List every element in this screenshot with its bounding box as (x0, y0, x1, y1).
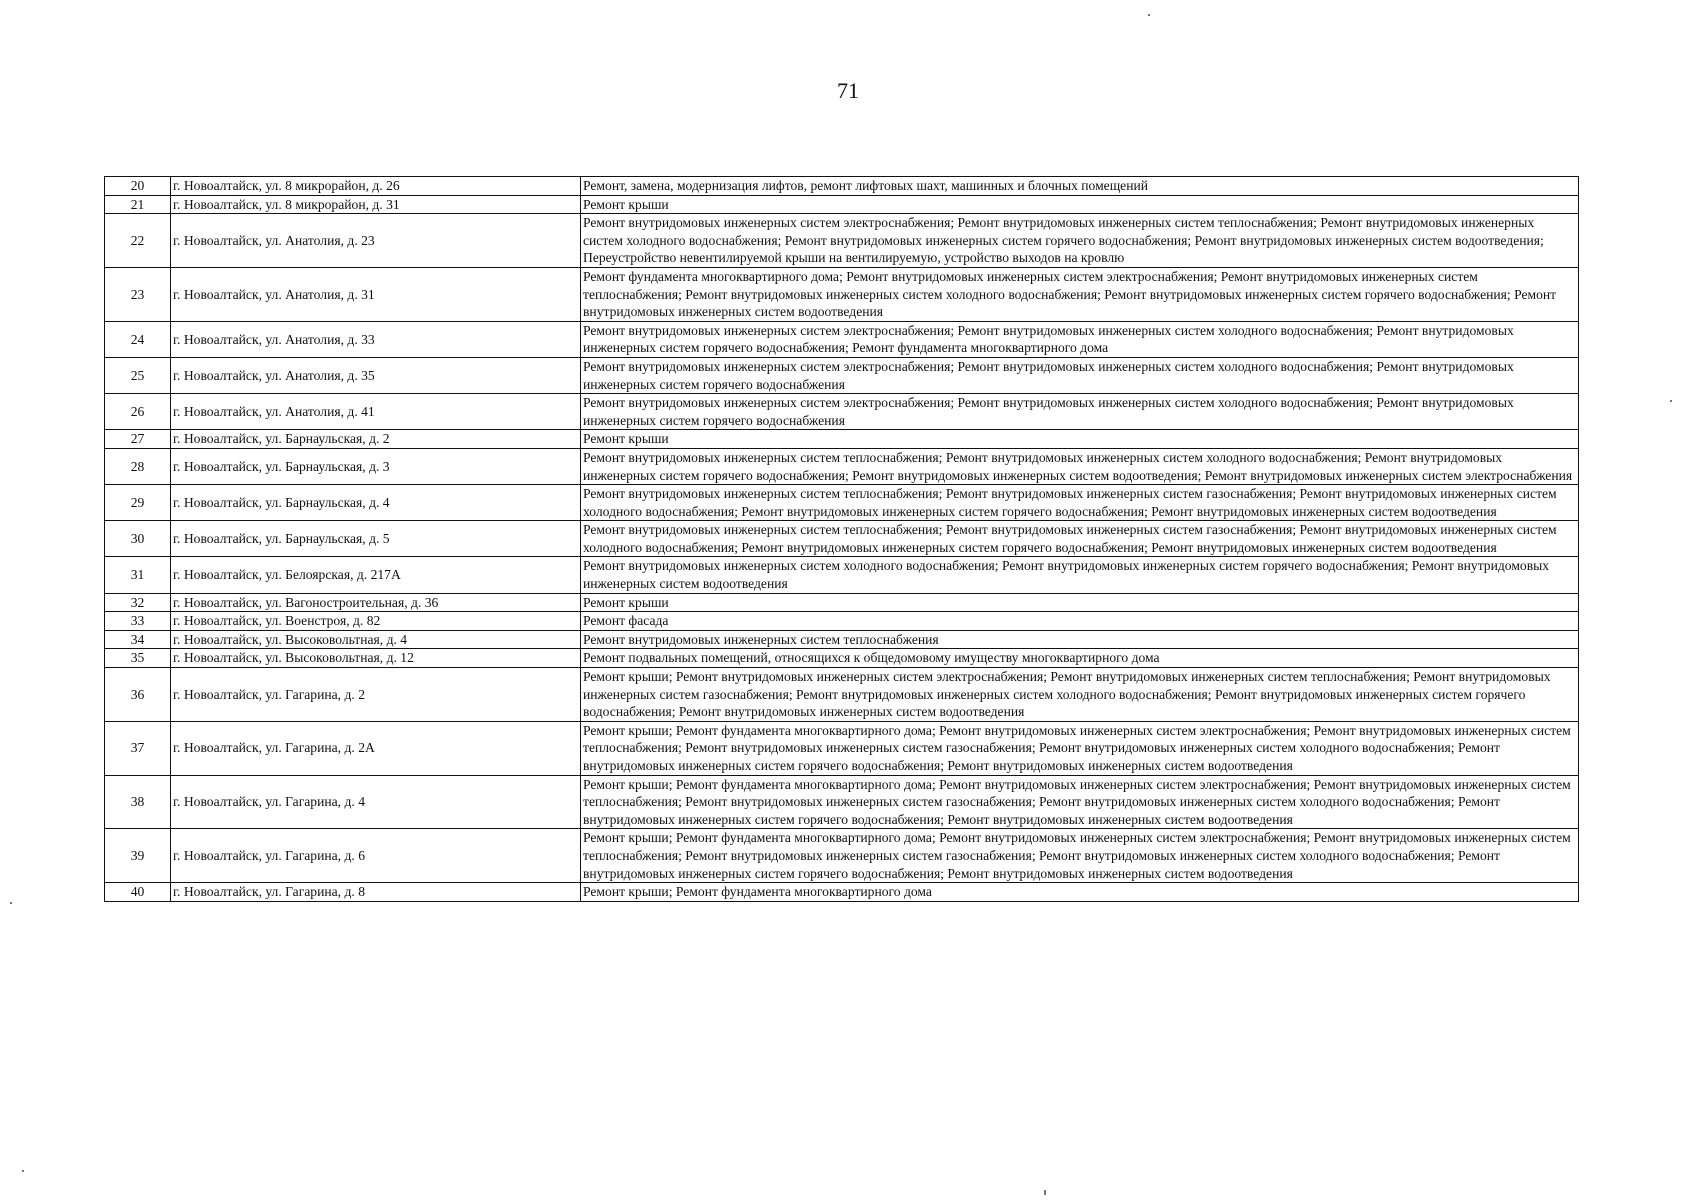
row-number-cell: 38 (105, 775, 171, 829)
row-number-cell: 22 (105, 214, 171, 268)
table-row (105, 612, 1579, 631)
table-row (105, 557, 1579, 593)
works-cell: Ремонт крыши (581, 430, 1579, 449)
scan-speck (1044, 1190, 1046, 1195)
table-row (105, 721, 1579, 775)
row-number-cell: 29 (105, 485, 171, 521)
table-row (105, 668, 1579, 722)
address-cell: г. Новоалтайск, ул. Белоярская, д. 217А (171, 557, 581, 593)
row-number-cell: 26 (105, 394, 171, 430)
scan-speck (1670, 400, 1672, 402)
address-cell: г. Новоалтайск, ул. Гагарина, д. 4 (171, 775, 581, 829)
row-number-cell: 35 (105, 649, 171, 668)
table-row (105, 195, 1579, 214)
address-cell: г. Новоалтайск, ул. Барнаульская, д. 2 (171, 430, 581, 449)
works-cell: Ремонт внутридомовых инженерных систем электроснабжения; Ремонт внутридомовых инженерных систем холодного водоснабжения; Ремонт внутридомовых инженерных систем горячего водоснабжения (581, 357, 1579, 393)
address-cell: г. Новоалтайск, ул. Высоковольтная, д. 12 (171, 649, 581, 668)
works-table (104, 176, 1579, 902)
address-cell: г. Новоалтайск, ул. 8 микрорайон, д. 26 (171, 177, 581, 196)
table-row (105, 177, 1579, 196)
works-cell: Ремонт крыши; Ремонт фундамента многоквартирного дома (581, 883, 1579, 902)
row-number-cell: 39 (105, 829, 171, 883)
table-row (105, 357, 1579, 393)
row-number-cell: 25 (105, 357, 171, 393)
address-cell: г. Новоалтайск, ул. Барнаульская, д. 5 (171, 521, 581, 557)
row-number-cell: 34 (105, 630, 171, 649)
row-number-cell: 31 (105, 557, 171, 593)
works-cell: Ремонт крыши (581, 195, 1579, 214)
works-cell: Ремонт внутридомовых инженерных систем теплоснабжения; Ремонт внутридомовых инженерных систем газоснабжения; Ремонт внутридомовых инженерных систем холодного водоснабжения; Ремонт внутридомовых инженерных систем горячего водоснабжения; Ремонт внутридомовых инженерных систем водоотведения (581, 485, 1579, 521)
table-row (105, 214, 1579, 268)
works-cell: Ремонт фасада (581, 612, 1579, 631)
scan-speck (22, 1170, 24, 1172)
works-cell: Ремонт внутридомовых инженерных систем электроснабжения; Ремонт внутридомовых инженерных систем холодного водоснабжения; Ремонт внутридомовых инженерных систем горячего водоснабжения; Ремонт фундамента многоквартирного дома (581, 321, 1579, 357)
scan-speck (1148, 14, 1150, 16)
works-cell: Ремонт крыши (581, 593, 1579, 612)
works-cell: Ремонт внутридомовых инженерных систем теплоснабжения; Ремонт внутридомовых инженерных систем холодного водоснабжения; Ремонт внутридомовых инженерных систем горячего водоснабжения; Ремонт внутридомовых инженерных систем водоотведения; Ремонт внутридомовых инженерных систем электроснабжения (581, 448, 1579, 484)
address-cell: г. Новоалтайск, ул. Гагарина, д. 6 (171, 829, 581, 883)
row-number-cell: 21 (105, 195, 171, 214)
address-cell: г. Новоалтайск, ул. Анатолия, д. 41 (171, 394, 581, 430)
works-table-body (105, 177, 1579, 902)
address-cell: г. Новоалтайск, ул. Барнаульская, д. 3 (171, 448, 581, 484)
address-cell: г. Новоалтайск, ул. 8 микрорайон, д. 31 (171, 195, 581, 214)
address-cell: г. Новоалтайск, ул. Анатолия, д. 23 (171, 214, 581, 268)
address-cell: г. Новоалтайск, ул. Гагарина, д. 2 (171, 668, 581, 722)
address-cell: г. Новоалтайск, ул. Гагарина, д. 8 (171, 883, 581, 902)
address-cell: г. Новоалтайск, ул. Военстроя, д. 82 (171, 612, 581, 631)
table-row (105, 321, 1579, 357)
works-cell: Ремонт внутридомовых инженерных систем холодного водоснабжения; Ремонт внутридомовых инженерных систем горячего водоснабжения; Ремонт внутридомовых инженерных систем водоотведения (581, 557, 1579, 593)
row-number-cell: 37 (105, 721, 171, 775)
table-row (105, 775, 1579, 829)
table-row (105, 430, 1579, 449)
works-cell: Ремонт крыши; Ремонт фундамента многоквартирного дома; Ремонт внутридомовых инженерных систем электроснабжения; Ремонт внутридомовых инженерных систем теплоснабжения; Ремонт внутридомовых инженерных систем газоснабжения; Ремонт внутридомовых инженерных систем холодного водоснабжения; Ремонт внутридомовых инженерных систем горячего водоснабжения; Ремонт внутридомовых инженерных систем водоотведения (581, 721, 1579, 775)
works-cell: Ремонт внутридомовых инженерных систем электроснабжения; Ремонт внутридомовых инженерных систем холодного водоснабжения; Ремонт внутридомовых инженерных систем горячего водоснабжения (581, 394, 1579, 430)
row-number-cell: 27 (105, 430, 171, 449)
works-cell: Ремонт внутридомовых инженерных систем теплоснабжения (581, 630, 1579, 649)
table-row (105, 829, 1579, 883)
address-cell: г. Новоалтайск, ул. Гагарина, д. 2А (171, 721, 581, 775)
table-row (105, 630, 1579, 649)
works-cell: Ремонт подвальных помещений, относящихся к общедомовому имуществу многоквартирного дома (581, 649, 1579, 668)
row-number-cell: 33 (105, 612, 171, 631)
row-number-cell: 40 (105, 883, 171, 902)
row-number-cell: 32 (105, 593, 171, 612)
scan-speck (10, 902, 12, 904)
table-row (105, 649, 1579, 668)
row-number-cell: 23 (105, 267, 171, 321)
row-number-cell: 28 (105, 448, 171, 484)
table-row (105, 883, 1579, 902)
row-number-cell: 30 (105, 521, 171, 557)
table-row (105, 267, 1579, 321)
works-cell: Ремонт фундамента многоквартирного дома; Ремонт внутридомовых инженерных систем электроснабжения; Ремонт внутридомовых инженерных систем теплоснабжения; Ремонт внутридомовых инженерных систем холодного водоснабжения; Ремонт внутридомовых инженерных систем горячего водоснабжения; Ремонт внутридомовых инженерных систем водоотведения (581, 267, 1579, 321)
table-row (105, 521, 1579, 557)
address-cell: г. Новоалтайск, ул. Высоковольтная, д. 4 (171, 630, 581, 649)
row-number-cell: 20 (105, 177, 171, 196)
address-cell: г. Новоалтайск, ул. Вагоностроительная, д. 36 (171, 593, 581, 612)
works-cell: Ремонт крыши; Ремонт фундамента многоквартирного дома; Ремонт внутридомовых инженерных систем электроснабжения; Ремонт внутридомовых инженерных систем теплоснабжения; Ремонт внутридомовых инженерных систем газоснабжения; Ремонт внутридомовых инженерных систем холодного водоснабжения; Ремонт внутридомовых инженерных систем горячего водоснабжения; Ремонт внутридомовых инженерных систем водоотведения (581, 775, 1579, 829)
address-cell: г. Новоалтайск, ул. Анатолия, д. 31 (171, 267, 581, 321)
table-row (105, 485, 1579, 521)
address-cell: г. Новоалтайск, ул. Анатолия, д. 35 (171, 357, 581, 393)
table-row (105, 394, 1579, 430)
row-number-cell: 24 (105, 321, 171, 357)
works-cell: Ремонт, замена, модернизация лифтов, ремонт лифтовых шахт, машинных и блочных помещений (581, 177, 1579, 196)
address-cell: г. Новоалтайск, ул. Анатолия, д. 33 (171, 321, 581, 357)
works-cell: Ремонт внутридомовых инженерных систем теплоснабжения; Ремонт внутридомовых инженерных систем газоснабжения; Ремонт внутридомовых инженерных систем холодного водоснабжения; Ремонт внутридомовых инженерных систем горячего водоснабжения; Ремонт внутридомовых инженерных систем водоотведения (581, 521, 1579, 557)
works-cell: Ремонт внутридомовых инженерных систем электроснабжения; Ремонт внутридомовых инженерных систем теплоснабжения; Ремонт внутридомовых инженерных систем холодного водоснабжения; Ремонт внутридомовых инженерных систем горячего водоснабжения; Ремонт внутридомовых инженерных систем водоотведения; Переустройство невентилируемой крыши на вентилируемую, устройство выходов на кровлю (581, 214, 1579, 268)
table-row (105, 593, 1579, 612)
works-cell: Ремонт крыши; Ремонт фундамента многоквартирного дома; Ремонт внутридомовых инженерных систем электроснабжения; Ремонт внутридомовых инженерных систем теплоснабжения; Ремонт внутридомовых инженерных систем газоснабжения; Ремонт внутридомовых инженерных систем холодного водоснабжения; Ремонт внутридомовых инженерных систем горячего водоснабжения; Ремонт внутридомовых инженерных систем водоотведения (581, 829, 1579, 883)
row-number-cell: 36 (105, 668, 171, 722)
address-cell: г. Новоалтайск, ул. Барнаульская, д. 4 (171, 485, 581, 521)
table-row (105, 448, 1579, 484)
works-cell: Ремонт крыши; Ремонт внутридомовых инженерных систем электроснабжения; Ремонт внутридомовых инженерных систем теплоснабжения; Ремонт внутридомовых инженерных систем газоснабжения; Ремонт внутридомовых инженерных систем холодного водоснабжения; Ремонт внутридомовых инженерных систем горячего водоснабжения; Ремонт внутридомовых инженерных систем водоотведения (581, 668, 1579, 722)
page-number: 71 (837, 78, 859, 103)
